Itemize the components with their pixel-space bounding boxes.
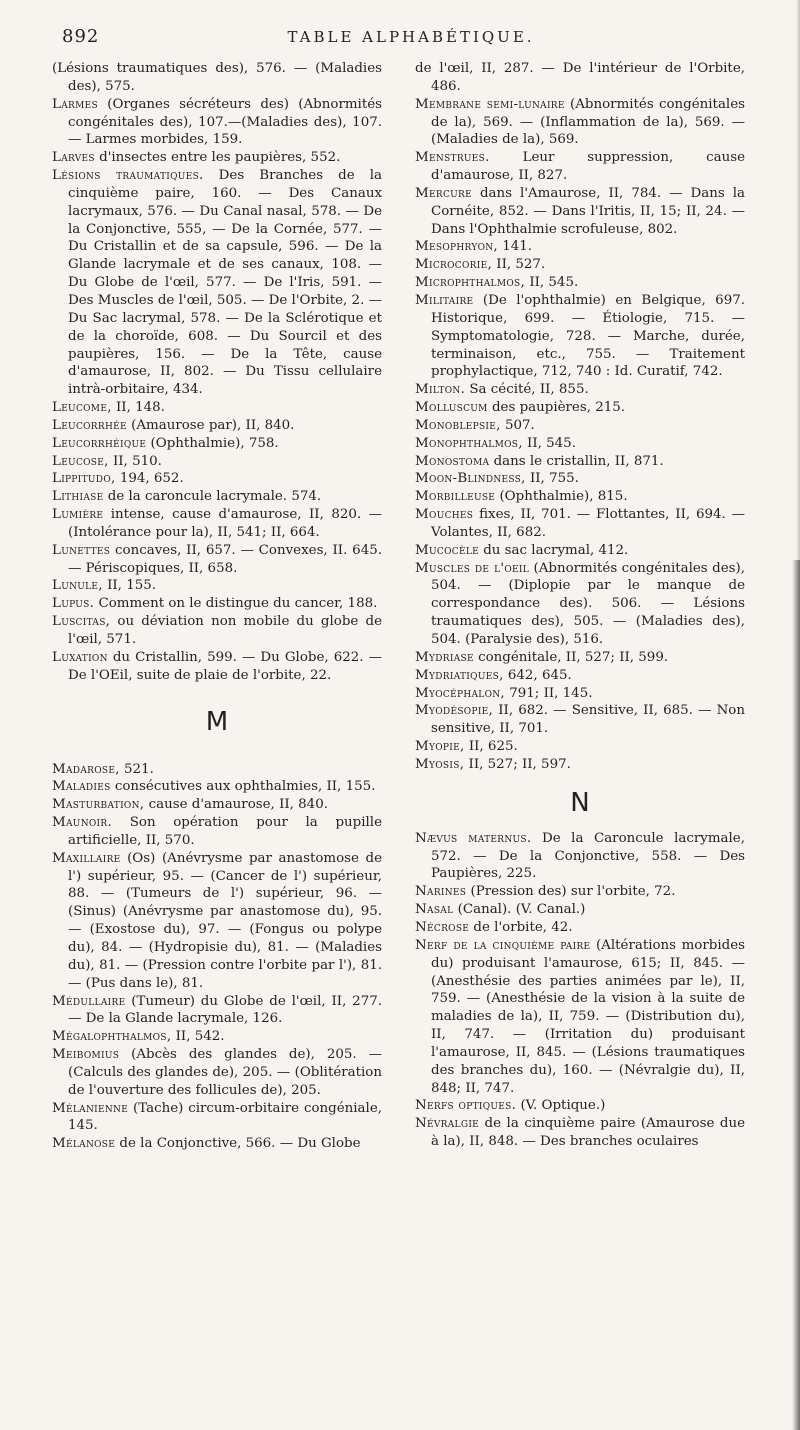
index-entry xyxy=(52,167,382,399)
index-entry xyxy=(52,96,382,150)
index-entry xyxy=(415,738,745,756)
entry-term: Membrane semi-lunaire xyxy=(415,96,565,112)
entry-term: Myosis, xyxy=(415,756,465,772)
entry-term: Larmes xyxy=(52,96,98,112)
entry-references: dans le cristallin, II, 871. xyxy=(489,453,664,469)
entry-references: consécutives aux ophthalmies, II, 155. xyxy=(110,779,376,795)
index-entry xyxy=(415,274,745,292)
entry-term: Militaire xyxy=(415,292,474,308)
index-entry xyxy=(415,649,745,667)
right-entries-before-n xyxy=(415,60,745,774)
entry-term: Lithiase xyxy=(52,489,104,505)
page-number: 892 xyxy=(62,26,100,47)
index-entry xyxy=(415,560,745,649)
entry-term: Leucose, xyxy=(52,453,109,469)
entry-term: Monophthalmos, xyxy=(415,435,523,451)
entry-references: 791; II, 145. xyxy=(504,685,593,701)
entry-references: (Tache) circum-orbitaire congéniale, 145. xyxy=(68,1100,382,1134)
entry-term: Maladies xyxy=(52,779,111,795)
entry-references: (Abcès des glandes de), 205. — (Calculs des glandes de), 205. — (Oblitération de l'ouverture des follicules de), 205. xyxy=(68,1047,382,1098)
index-entry xyxy=(52,417,382,435)
entry-references: 642, 645. xyxy=(503,667,572,683)
entry-term: Meibomius xyxy=(52,1047,120,1063)
entry-references: dans l'Amaurose, II, 784. — Dans la Cornéite, 852. — Dans l'Iritis, II, 15; II, 24. — Dans l'Ophthalmie scrofuleuse, 802. xyxy=(431,185,745,237)
entry-references: 194, 652. xyxy=(115,471,184,487)
entry-references: du Cristallin, 599. — Du Globe, 622. — De l'OEil, suite de plaie de l'orbite, 22. xyxy=(68,649,382,683)
entry-references: II, 625. xyxy=(464,739,518,755)
index-entry xyxy=(415,506,745,542)
entry-references: ou déviation non mobile du globe de l'œil, 571. xyxy=(68,614,382,647)
entry-term: Microcorie, xyxy=(415,257,493,273)
index-entry xyxy=(52,1028,382,1046)
entry-term: Mesophryon, xyxy=(415,239,498,255)
entry-references: congénitale, II, 527; II, 599. xyxy=(473,649,669,665)
index-entry xyxy=(52,850,382,993)
entry-references: (Ophthalmie), 758. xyxy=(146,435,279,451)
index-entry xyxy=(52,613,382,649)
entry-references: De la Caroncule lacrymale, 572. — De la Conjonctive, 558. — Des Paupières, 225. xyxy=(431,830,745,882)
index-entry xyxy=(415,1097,745,1115)
entry-term: Molluscum xyxy=(415,400,488,416)
entry-term: Nerfs optiques. xyxy=(415,1098,517,1114)
entry-references: (Abnormités congénitales de la), 569. — (Inflammation de la), 569. — (Maladies de la), 569. xyxy=(431,96,746,148)
entry-term: Monoblepsie, xyxy=(415,417,501,433)
entry-term: Mydriatiques, xyxy=(415,667,504,683)
entry-term: Morbilleuse xyxy=(415,489,496,505)
index-entry xyxy=(52,1135,382,1153)
entry-term: Mydriase xyxy=(415,649,474,665)
entry-term: Nasal xyxy=(415,902,454,918)
entry-references: II, 545. xyxy=(522,435,576,451)
entry-references: (Os) (Anévrysme par anastomose de l') supérieur, 95. — (Cancer de l') supérieur, 88. — (Tumeurs de l') supérieur, 96. — (Sinus) (Anévrysme par anastomose du), 95. — (Exostose du), 97. — (Fongus ou polype du), 84. — (Hydropisie du), 81. — (Maladies du), 81. — (Pression contre l'orbite par l'), 81. — (Pus dans le), 81. xyxy=(68,850,382,991)
entry-references: Comment on le distingue du cancer, 188. xyxy=(94,596,378,612)
index-entry xyxy=(52,488,382,506)
entry-references: II, 545. xyxy=(525,275,579,291)
index-entry xyxy=(52,60,382,96)
index-entry xyxy=(52,542,382,578)
index-entry xyxy=(415,702,745,738)
entry-references: II, 755. xyxy=(525,471,579,487)
entry-term: Moon-Blindness, xyxy=(415,471,526,487)
index-entry xyxy=(52,1100,382,1136)
index-entry xyxy=(52,814,382,850)
index-entry xyxy=(415,417,745,435)
entry-term: Nævus maternus. xyxy=(415,830,532,846)
index-entry xyxy=(415,435,745,453)
entry-references: Son opération pour la pupille artificielle, II, 570. xyxy=(68,815,382,848)
index-entry xyxy=(52,1046,382,1100)
index-entry xyxy=(52,506,382,542)
entry-term: Leucome, xyxy=(52,400,112,416)
entry-term: Masturbation, xyxy=(52,797,145,813)
entry-references: (Abnormités congénitales des), 504. — (Diplopie par le manque de correspondance des). 506. — Lésions traumatiques des), 505. — (Maladies des), 504. (Paralysie des), 516. xyxy=(431,560,745,647)
entry-term: Leucorrhéique xyxy=(52,435,147,451)
entry-references: de la caroncule lacrymale. 574. xyxy=(103,489,322,505)
entry-term: Lumière xyxy=(52,507,104,523)
entry-references: cause d'amaurose, II, 840. xyxy=(144,797,328,813)
index-entry xyxy=(415,60,745,96)
entry-term: Lippitudo, xyxy=(52,471,116,487)
index-entry xyxy=(415,830,745,884)
index-entry xyxy=(415,883,745,901)
entry-references: Leur suppression, cause d'amaurose, II, 827. xyxy=(431,150,745,184)
right-entries-after-n xyxy=(415,830,745,1151)
index-entry xyxy=(52,577,382,595)
entry-term: Muscles de l'oeil xyxy=(415,560,530,576)
entry-term: Narines xyxy=(415,884,467,900)
entry-references: (Lésions traumatiques des), 576. — (Maladies des), 575. xyxy=(52,61,382,94)
index-entry xyxy=(415,667,745,685)
entry-term: Lésions traumatiques. xyxy=(52,168,204,184)
entry-references: II, 527. xyxy=(492,257,546,273)
index-entry xyxy=(52,399,382,417)
index-entry xyxy=(52,453,382,471)
entry-references: de l'orbite, 42. xyxy=(469,919,573,935)
entry-term: Névralgie xyxy=(415,1116,480,1132)
left-entries-after-m xyxy=(52,761,382,1154)
index-entry xyxy=(415,1115,745,1151)
index-entry xyxy=(52,649,382,685)
entry-references: 521. xyxy=(119,761,154,777)
index-entry xyxy=(52,993,382,1029)
entry-references: 141. xyxy=(497,239,533,255)
entry-term: Nerf de la cinquième paire xyxy=(415,937,591,953)
index-entry xyxy=(415,488,745,506)
entry-term: Médullaire xyxy=(52,993,126,1009)
left-column xyxy=(52,60,382,1153)
index-entry xyxy=(415,381,745,399)
entry-term: Leucorrhée xyxy=(52,417,127,433)
index-entry xyxy=(415,756,745,774)
section-letter-m: M xyxy=(205,706,229,737)
entry-term: Lupus. xyxy=(52,596,95,612)
entry-term: Madarose, xyxy=(52,761,120,777)
index-entry xyxy=(415,919,745,937)
entry-references: (Pression des) sur l'orbite, 72. xyxy=(466,884,676,900)
index-entry xyxy=(415,453,745,471)
index-entry xyxy=(52,761,382,779)
entry-references: Sa cécité, II, 855. xyxy=(465,382,589,398)
index-entry xyxy=(415,399,745,417)
entry-references: fixes, II, 701. — Flottantes, II, 694. — Volantes, II, 682. xyxy=(431,507,745,540)
entry-references: de l'œil, II, 287. — De l'intérieur de l'Orbite, 486. xyxy=(415,61,745,94)
entry-term: Mégalophthalmos, xyxy=(52,1029,172,1045)
entry-term: Maxillaire xyxy=(52,850,121,866)
entry-term: Mélanose xyxy=(52,1136,116,1152)
index-entry xyxy=(415,470,745,488)
entry-term: Lunule, xyxy=(52,578,103,594)
index-entry xyxy=(52,149,382,167)
index-entry xyxy=(52,435,382,453)
entry-references: (Organes sécréteurs des) (Abnormités congénitales des), 107.—(Maladies des), 107. — Larmes morbides, 159. xyxy=(68,96,382,148)
index-entry xyxy=(415,96,745,150)
entry-references: concaves, II, 657. — Convexes, II. 645. — Périscopiques, II, 658. xyxy=(68,542,382,576)
entry-term: Myocéphalon, xyxy=(415,685,505,701)
binding-shadow xyxy=(792,560,800,1430)
entry-references: II, 542. xyxy=(171,1029,225,1045)
entry-references: (Ophthalmie), 815. xyxy=(495,489,628,505)
entry-term: Luxation xyxy=(52,649,108,665)
entry-references: du sac lacrymal, 412. xyxy=(478,542,629,558)
entry-references: II, 510. xyxy=(108,453,162,469)
binding-shadow-top xyxy=(796,0,800,560)
entry-references: (De l'ophthalmie) en Belgique, 697. Historique, 699. — Étiologie, 715. — Symptomatologie, 728. — Marche, durée, terminaison, etc., 755. — Traitement prophylactique, 712, 740 : Id. Curatif, 742. xyxy=(431,292,745,380)
entry-term: Nécrose xyxy=(415,919,470,935)
entry-references: (Tumeur) du Globe de l'œil, II, 277. — De la Glande lacrymale, 126. xyxy=(68,993,382,1027)
right-column xyxy=(415,60,745,1151)
entry-references: II, 148. xyxy=(111,400,165,416)
entry-references: intense, cause d'amaurose, II, 820. — (Intolérance pour la), II, 541; II, 664. xyxy=(68,507,382,540)
entry-references: II, 527; II, 597. xyxy=(464,756,571,772)
running-title: TABLE ALPHABÉTIQUE. xyxy=(287,28,535,46)
entry-references: (Amaurose par), II, 840. xyxy=(126,417,295,433)
entry-term: Larves xyxy=(52,150,95,166)
entry-references: de la Conjonctive, 566. — Du Globe xyxy=(115,1136,361,1152)
entry-references: Des Branches de la cinquième paire, 160. — Des Canaux lacrymaux, 576. — Du Canal nasal, 578. — De la Conjonctive, 555, — De la Cornée, 577. — Du Cristallin et de sa capsule, 596. — De la Glande lacrymale et de ses canaux, 108. — Du Globe de l'œil, 577. — De l'Iris, 591. — Des Muscles de l'œil, 505. — De l'Orbite, 2. — Du Sac lacrymal, 578. — De la Sclérotique et de la choroïde, 608. — Du Sourcil et des paupières, 156. — De la Tête, cause d'amaurose, II, 802. — Du Tissu cellulaire intrà-orbitaire, 434. xyxy=(68,168,382,398)
section-letter-n: N xyxy=(570,787,590,818)
entry-references: de la cinquième paire (Amaurose due à la), II, 848. — Des branches oculaires xyxy=(431,1116,745,1150)
entry-references: II, 155. xyxy=(102,578,157,594)
index-entry xyxy=(52,470,382,488)
entry-term: Myodésopie, xyxy=(415,703,494,719)
entry-references: 507. xyxy=(500,417,535,433)
entry-term: Mercure xyxy=(415,185,472,201)
entry-term: Mucocèle xyxy=(415,542,479,558)
index-entry xyxy=(52,796,382,814)
index-entry xyxy=(415,292,745,381)
entry-term: Myopie, xyxy=(415,739,465,755)
entry-term: Mouches xyxy=(415,507,474,523)
entry-term: Luscitas, xyxy=(52,614,111,630)
entry-references: (Canal). (V. Canal.) xyxy=(453,902,586,918)
entry-references: des paupières, 215. xyxy=(487,400,626,416)
index-entry xyxy=(415,901,745,919)
index-entry xyxy=(52,778,382,796)
index-entry xyxy=(415,685,745,703)
index-entry xyxy=(415,542,745,560)
entry-term: Milton. xyxy=(415,382,466,398)
left-entries-before-m xyxy=(52,60,382,685)
entry-term: Maunoir. xyxy=(52,815,113,831)
entry-term: Mélanienne xyxy=(52,1100,129,1116)
index-entry xyxy=(415,937,745,1098)
entry-references: (Altérations morbides du) produisant l'amaurose, 615; II, 845. — (Anesthésie des parties animées par le), II, 759. — (Anesthésie de la vision à la suite de maladies de la), II, 759. — (Distribution du), II, 747. — (Irritation du) produisant l'amaurose, II, 845. — (Lésions traumatiques des branches du), 160. — (Névralgie du), II, 848; II, 747. xyxy=(431,937,745,1096)
page-header xyxy=(62,26,760,56)
entry-references: (V. Optique.) xyxy=(516,1098,606,1114)
index-entry xyxy=(415,238,745,256)
entry-term: Menstrues. xyxy=(415,150,490,166)
index-entry xyxy=(52,595,382,613)
index-entry xyxy=(415,185,745,239)
entry-term: Microphthalmos, xyxy=(415,275,526,291)
index-entry xyxy=(415,256,745,274)
entry-references: d'insectes entre les paupières, 552. xyxy=(94,150,341,166)
index-entry xyxy=(415,149,745,185)
entry-term: Monostoma xyxy=(415,453,490,469)
entry-term: Lunettes xyxy=(52,542,111,558)
entry-references: II, 682. — Sensitive, II, 685. — Non sensitive, II, 701. xyxy=(431,703,745,737)
